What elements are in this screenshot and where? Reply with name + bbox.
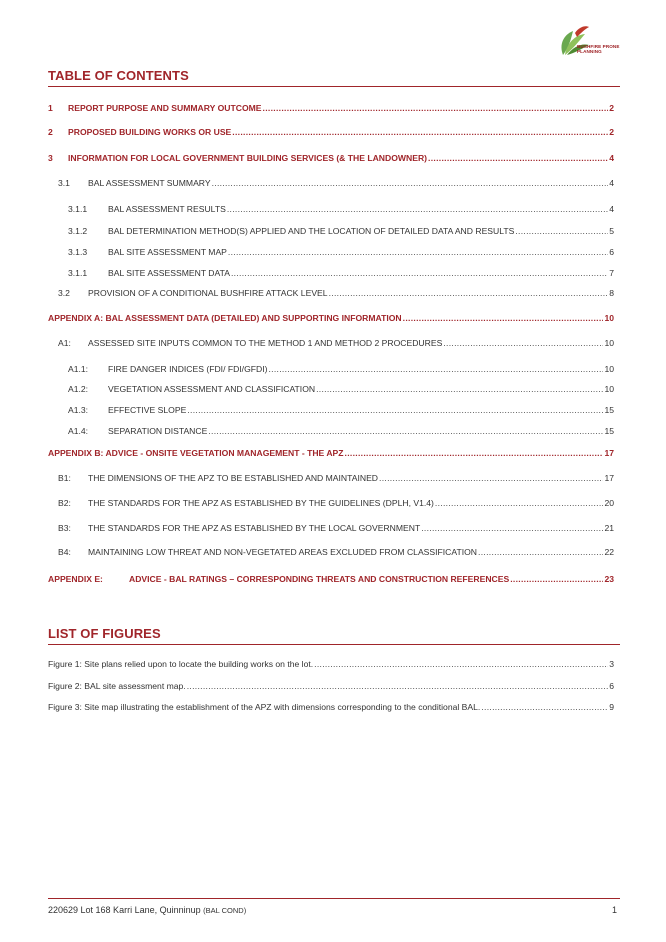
toc-entry[interactable] xyxy=(68,204,614,214)
figures-heading-rule xyxy=(48,644,620,645)
toc-entry-page: 8 xyxy=(609,288,614,298)
toc-entry[interactable] xyxy=(58,498,614,508)
toc-entry[interactable] xyxy=(48,313,614,323)
toc-entry-number: 3.1.1 xyxy=(68,268,88,278)
toc-leader-dots xyxy=(443,338,603,348)
toc-entry-title: BAL DETERMINATION METHOD(S) APPLIED AND THE LOCATION OF DETAILED DATA AND RESULTS xyxy=(108,226,515,236)
toc-entry-number: B2: xyxy=(58,498,71,508)
toc-entry-page: 17 xyxy=(604,448,614,458)
toc-entry-number: A1.4: xyxy=(68,426,89,436)
footer-tag: (BAL COND) xyxy=(203,906,247,915)
toc-entry-number: A1.3: xyxy=(68,405,89,415)
toc-entry[interactable] xyxy=(58,178,614,188)
toc-entry-page: 2 xyxy=(609,127,614,137)
toc-entry-page: 4 xyxy=(609,153,614,163)
toc-entry-page: 15 xyxy=(604,426,614,436)
toc-entry[interactable] xyxy=(68,426,614,436)
toc-entry[interactable] xyxy=(48,153,614,163)
figure-leader-dots xyxy=(314,659,608,669)
toc-entry-title: SEPARATION DISTANCE xyxy=(108,426,208,436)
toc-entry-page: 23 xyxy=(604,574,614,584)
toc-leader-dots xyxy=(187,405,603,415)
toc-entry-title: THE STANDARDS FOR THE APZ AS ESTABLISHED BY THE LOCAL GOVERNMENT xyxy=(88,523,421,533)
toc-entry[interactable] xyxy=(68,405,614,415)
toc-entry-title: BAL SITE ASSESSMENT MAP xyxy=(108,247,227,257)
logo-text xyxy=(577,44,620,54)
toc-entry-page: 17 xyxy=(604,473,614,483)
toc-entry-number: 3.2 xyxy=(58,288,70,298)
toc-entry-page: 15 xyxy=(604,405,614,415)
logo-line-1: BUSHFIRE PRONE xyxy=(577,44,620,49)
toc-entry-title: APPENDIX B: ADVICE - ONSITE VEGETATION MANAGEMENT - THE APZ xyxy=(48,448,344,458)
toc-entry-title: REPORT PURPOSE AND SUMMARY OUTCOME xyxy=(68,103,262,113)
figure-entry-title: Figure 3: Site map illustrating the establishment of the APZ with dimensions corresponding to the conditional BAL. xyxy=(48,702,481,712)
toc-entry[interactable] xyxy=(68,268,614,278)
figure-entry[interactable] xyxy=(48,659,614,669)
toc-entry[interactable] xyxy=(48,448,614,458)
toc-entry-title: MAINTAINING LOW THREAT AND NON-VEGETATED AREAS EXCLUDED FROM CLASSIFICATION xyxy=(88,547,477,557)
toc-entry-number: A1: xyxy=(58,338,71,348)
toc-leader-dots xyxy=(421,523,603,533)
toc-entry-title: ASSESSED SITE INPUTS COMMON TO THE METHOD 1 AND METHOD 2 PROCEDURES xyxy=(88,338,443,348)
toc-leader-dots xyxy=(316,384,603,394)
footer-rule xyxy=(48,898,620,899)
toc-leader-dots xyxy=(478,547,603,557)
toc-entry[interactable] xyxy=(58,473,614,483)
toc-entry-page: 10 xyxy=(604,364,614,374)
toc-leader-dots xyxy=(232,127,608,137)
figure-entry[interactable] xyxy=(48,702,614,712)
toc-leader-dots xyxy=(263,103,609,113)
toc-leader-dots xyxy=(510,574,603,584)
toc-entry-number: A1.1: xyxy=(68,364,89,374)
figure-entry-title: Figure 2: BAL site assessment map. xyxy=(48,681,186,691)
toc-entry-page: 5 xyxy=(609,226,614,236)
toc-entry-number: B3: xyxy=(58,523,71,533)
toc-heading-rule xyxy=(48,86,620,87)
toc-entry-title: THE STANDARDS FOR THE APZ AS ESTABLISHED BY THE GUIDELINES (DPLH, V1.4) xyxy=(88,498,434,508)
toc-leader-dots xyxy=(212,178,609,188)
toc-entry-title: BAL ASSESSMENT RESULTS xyxy=(108,204,226,214)
toc-entry-number: APPENDIX E: xyxy=(48,574,103,584)
toc-entry-title: EFFECTIVE SLOPE xyxy=(108,405,187,415)
figure-leader-dots xyxy=(481,702,608,712)
toc-leader-dots xyxy=(329,288,609,298)
toc-entry[interactable] xyxy=(58,338,614,348)
toc-entry[interactable] xyxy=(68,226,614,236)
figures-heading: LIST OF FIGURES xyxy=(48,626,161,641)
figure-leader-dots xyxy=(187,681,609,691)
toc-entry-number: B4: xyxy=(58,547,71,557)
toc-entry[interactable] xyxy=(48,127,614,137)
toc-entry-number: 3.1.2 xyxy=(68,226,88,236)
toc-entry[interactable] xyxy=(58,523,614,533)
toc-entry-page: 21 xyxy=(604,523,614,533)
toc-entry-page: 20 xyxy=(604,498,614,508)
toc-entry-title: BAL SITE ASSESSMENT DATA xyxy=(108,268,230,278)
toc-leader-dots xyxy=(515,226,608,236)
toc-leader-dots xyxy=(208,426,603,436)
bushfire-prone-planning-logo xyxy=(555,25,617,61)
toc-leader-dots xyxy=(231,268,608,278)
toc-entry-number: 3.1 xyxy=(58,178,70,188)
toc-leader-dots xyxy=(228,247,608,257)
toc-entry-number: B1: xyxy=(58,473,71,483)
figure-entry-page: 6 xyxy=(609,681,614,691)
footer-page-number: 1 xyxy=(612,905,618,915)
toc-entry[interactable] xyxy=(58,288,614,298)
toc-entry-number: 2 xyxy=(48,127,53,137)
toc-entry[interactable] xyxy=(58,547,614,557)
toc-entry-title: FIRE DANGER INDICES (FDI/ FDI/GFDI) xyxy=(108,364,268,374)
toc-entry-title: PROPOSED BUILDING WORKS OR USE xyxy=(68,127,232,137)
toc-leader-dots xyxy=(345,448,604,458)
toc-leader-dots xyxy=(268,364,603,374)
toc-entry-page: 22 xyxy=(604,547,614,557)
toc-leader-dots xyxy=(379,473,603,483)
figure-entry-title: Figure 1: Site plans relied upon to locate the building works on the lot. xyxy=(48,659,314,669)
footer xyxy=(48,905,246,915)
logo-line-2: PLANNING xyxy=(577,49,602,54)
figure-entry-page: 3 xyxy=(609,659,614,669)
toc-entry-number: 3.1.1 xyxy=(68,204,88,214)
toc-entry-number: 1 xyxy=(48,103,53,113)
toc-entry-page: 6 xyxy=(609,247,614,257)
toc-entry[interactable] xyxy=(68,384,614,394)
toc-entry-page: 4 xyxy=(609,178,614,188)
toc-leader-dots xyxy=(428,153,608,163)
toc-entry-number: 3 xyxy=(48,153,53,163)
toc-leader-dots xyxy=(403,313,604,323)
toc-entry-title: PROVISION OF A CONDITIONAL BUSHFIRE ATTACK LEVEL xyxy=(88,288,328,298)
footer-address: 220629 Lot 168 Karri Lane, Quinninup xyxy=(48,905,201,915)
toc-entry-title: VEGETATION ASSESSMENT AND CLASSIFICATION xyxy=(108,384,316,394)
toc-leader-dots xyxy=(227,204,608,214)
toc-entry-title: APPENDIX A: BAL ASSESSMENT DATA (DETAILED) AND SUPPORTING INFORMATION xyxy=(48,313,402,323)
toc-entry[interactable] xyxy=(68,247,614,257)
toc-leader-dots xyxy=(435,498,604,508)
toc-entry-page: 7 xyxy=(609,268,614,278)
toc-entry-number: 3.1.3 xyxy=(68,247,88,257)
toc-entry-page: 10 xyxy=(604,384,614,394)
toc-entry[interactable] xyxy=(48,574,614,584)
toc-entry-page: 4 xyxy=(609,204,614,214)
toc-entry-title: ADVICE - BAL RATINGS – CORRESPONDING THREATS AND CONSTRUCTION REFERENCES xyxy=(129,574,510,584)
toc-entry-page: 10 xyxy=(604,338,614,348)
toc-entry-title: THE DIMENSIONS OF THE APZ TO BE ESTABLISHED AND MAINTAINED xyxy=(88,473,379,483)
toc-entry-number: A1.2: xyxy=(68,384,89,394)
toc-entry-title: INFORMATION FOR LOCAL GOVERNMENT BUILDING SERVICES (& THE LANDOWNER) xyxy=(68,153,428,163)
figure-entry-page: 9 xyxy=(609,702,614,712)
toc-entry[interactable] xyxy=(68,364,614,374)
toc-entry-page: 10 xyxy=(604,313,614,323)
toc-entry-title: BAL ASSESSMENT SUMMARY xyxy=(88,178,211,188)
toc-heading: TABLE OF CONTENTS xyxy=(48,68,189,83)
figure-entry[interactable] xyxy=(48,681,614,691)
toc-entry-page: 2 xyxy=(609,103,614,113)
toc-entry[interactable] xyxy=(48,103,614,113)
